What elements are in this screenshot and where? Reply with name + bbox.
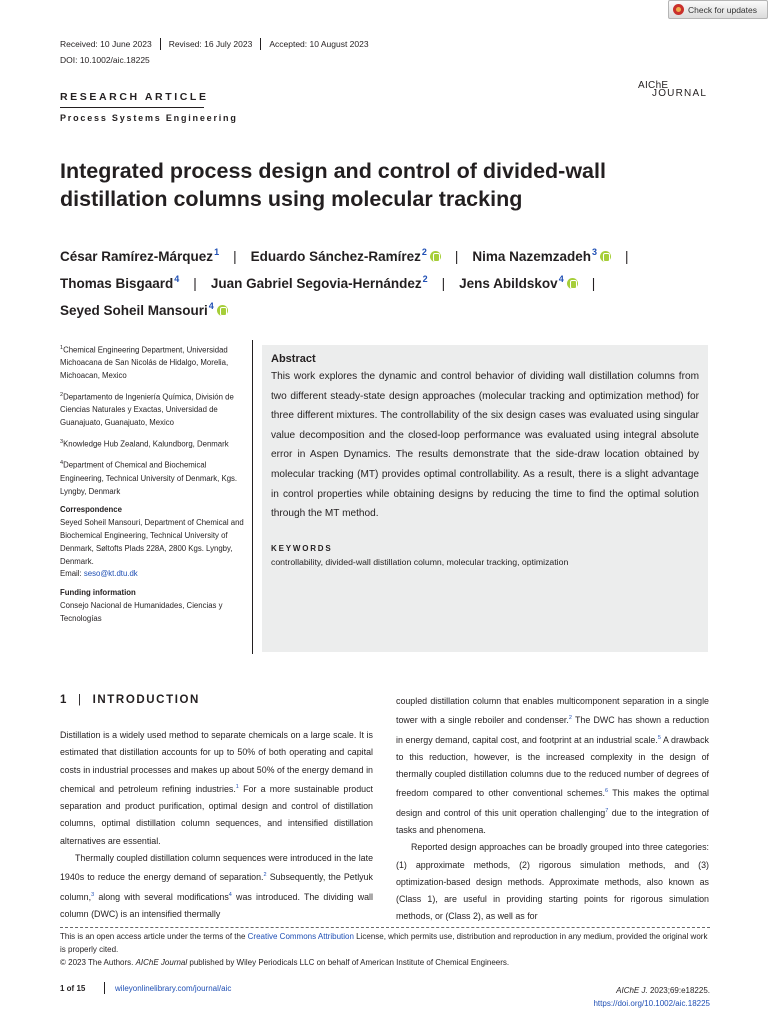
orcid-icon[interactable] (600, 251, 611, 262)
body-paragraph (60, 727, 373, 850)
body-paragraph (60, 850, 373, 923)
text-run: This is an open access article under the terms of the (60, 932, 248, 941)
affiliation-ref[interactable]: 3 (591, 247, 597, 257)
affiliation-number: 2 (60, 391, 64, 398)
author[interactable] (60, 276, 179, 291)
section-separator: | (78, 694, 83, 706)
affiliation-text: Knowledge Hub Zealand, Kalundborg, Denmark (63, 439, 229, 449)
affiliation-text: Departamento de Ingeniería Química, División de Ciencias Naturales y Exactas, Universidad de Guanajuato, Guanajuato, Mexico (60, 392, 234, 428)
author[interactable] (60, 249, 219, 264)
text-run: For a more sustainable product separation and product purification, optimal design and control of distillation columns, optimal distillation column sequences, and intensified distillation alternatives are essential. (60, 783, 373, 846)
orcid-icon[interactable] (217, 305, 228, 316)
affiliation-ref[interactable]: 4 (558, 274, 564, 284)
affiliation-text: Chemical Engineering Department, Universidad Michoacana de San Nicolás de Hidalgo, Morelia, Michoacan, Mexico (60, 345, 229, 381)
author-separator: | (591, 276, 596, 291)
affiliation-number: 1 (60, 345, 64, 351)
author-name: Juan Gabriel Segovia-Hernández (210, 276, 422, 291)
history-dates (60, 38, 369, 50)
accepted-date: Accepted: 10 August 2023 (269, 39, 369, 49)
reference-link[interactable]: 2 (568, 715, 572, 722)
correspondence-text (60, 517, 250, 581)
received-date: Received: 10 June 2023 (60, 39, 152, 49)
license-link[interactable]: Creative Commons Attribution (247, 932, 354, 941)
author-list (60, 241, 710, 322)
author[interactable] (459, 276, 578, 291)
reference-link[interactable]: 7 (605, 807, 609, 814)
license-footnote (60, 930, 710, 969)
text-run: published by Wiley Periodicals LLC on behalf of American Institute of Chemical Engineers. (187, 958, 510, 967)
affiliation (60, 436, 250, 451)
affiliation-number: 4 (60, 460, 64, 467)
text-run: was introduced. The dividing wall column (DWC) is an intensified thermally (60, 891, 374, 919)
affiliation-ref[interactable]: 2 (421, 247, 427, 257)
correspondence-address: Seyed Soheil Mansouri, Department of Chemical and Biochemical Engineering, Technical University of Denmark, Søltofts Plads 228A, 2800 Kgs. Lyngby, Denmark. (60, 518, 244, 566)
abstract-heading: Abstract (271, 353, 316, 365)
journal-site-link[interactable]: wileyonlinelibrary.com/journal/aic (115, 984, 232, 993)
reference-link[interactable]: 4 (228, 891, 232, 898)
reference-link[interactable]: 6 (605, 788, 609, 795)
page-footer (60, 984, 710, 1010)
license-text (60, 930, 710, 956)
abstract-box (262, 345, 708, 652)
logo-line-2: JOURNAL (652, 88, 708, 99)
citation-volume: 2023;69:e18225. (647, 986, 710, 995)
crossmark-icon (673, 4, 684, 15)
divider (104, 982, 105, 994)
author-separator: | (193, 276, 197, 291)
correspondence-heading: Correspondence (60, 505, 122, 515)
abstract-text: This work explores the dynamic and control behavior of dividing wall distillation columns from two different steady-state design approaches (molecular tracking and optimization method) for three different mixtures. The controllability of the six design cases was evaluated using singular value decomposition and the closed-loop performance was evaluated using integral absolute error in Aspen Dynamics. The results demonstrate that the side-draw location obtained by molecular tracking (MT) provides optimal controllability. As a result, there is a slight advantage in control properties while obtaining designs by reducing the time to find the optimal solution through the MT method. (271, 371, 699, 520)
email-link[interactable]: seso@kt.dtu.dk (83, 569, 138, 579)
journal-name: AIChE Journal (135, 958, 188, 967)
article-title: Integrated process design and control of divided-wall distillation columns using molecular tracking (60, 159, 606, 211)
logo-line-1: AIChE (638, 80, 669, 91)
divider (252, 340, 253, 654)
author-separator: | (441, 276, 446, 291)
doi-link[interactable]: https://doi.org/10.1002/aic.18225 (593, 999, 710, 1008)
author-name: Jens Abildskov (459, 276, 558, 291)
text-run: A drawback to this reduction, however, is the increased complexity in the design of thermally coupled distillation columns due to the reduced number of degrees of freedom compared to other conventional schemes. (396, 734, 709, 799)
affiliation-ref[interactable]: 2 (422, 274, 428, 284)
section-heading (60, 694, 200, 706)
body-paragraph (396, 693, 709, 839)
author-separator: | (454, 249, 459, 264)
reference-link[interactable]: 3 (91, 891, 95, 898)
copyright-text (60, 956, 710, 969)
text-run: Subsequently, the Petlyuk column, (60, 872, 373, 902)
divider (60, 107, 204, 108)
affiliation (60, 342, 250, 383)
article-doi: DOI: 10.1002/aic.18225 (60, 55, 150, 65)
divider (60, 927, 710, 928)
section-title: INTRODUCTION (92, 694, 200, 706)
author-separator: | (233, 249, 237, 264)
body-column-left (60, 727, 373, 923)
page-number: 1 of 15 (60, 984, 86, 993)
email-label: Email: (60, 569, 84, 579)
author-name: César Ramírez-Márquez (60, 249, 214, 264)
reference-link[interactable]: 1 (235, 783, 239, 790)
author[interactable] (60, 303, 228, 318)
orcid-icon[interactable] (567, 278, 578, 289)
journal-logo (638, 80, 712, 102)
author[interactable] (472, 249, 611, 264)
author-name: Thomas Bisgaard (60, 276, 174, 291)
funding-text: Consejo Nacional de Humanidades, Ciencias y Tecnologías (60, 600, 223, 623)
author[interactable] (211, 276, 428, 291)
check-for-updates-button[interactable] (668, 0, 768, 19)
check-for-updates-label: Check for updates (688, 4, 757, 15)
keywords-text: controllability, divided-wall distillation column, molecular tracking, optimization (271, 556, 569, 567)
affiliation-text: Department of Chemical and Biochemical Engineering, Technical University of Denmark, Kgs. Lyngby, Denmark (60, 460, 238, 496)
author-name: Nima Nazemzadeh (472, 249, 591, 264)
reference-link[interactable]: 2 (263, 872, 267, 879)
divider (260, 38, 261, 50)
section-number: 1 (60, 694, 68, 706)
article-type: RESEARCH ARTICLE (60, 91, 209, 103)
affiliation-ref[interactable]: 1 (214, 247, 220, 257)
keywords-heading: KEYWORDS (271, 543, 333, 553)
author-name: Seyed Soheil Mansouri (60, 303, 208, 318)
reference-link[interactable]: 5 (657, 734, 661, 741)
affiliation (60, 389, 250, 430)
text-run: License, which permits use, distribution and reproduction in any medium, provided the original work is properly cited. (60, 932, 708, 954)
text-run: Distillation is a widely used method to separate chemicals on a large scale. It is estimated that distillation accounts for up to 50% of both operating and capital costs in industrial processes and makes up about 50% of the energy demand in chemical and petroleum refining industries. (60, 730, 373, 794)
citation (593, 984, 710, 1010)
author[interactable] (251, 249, 441, 264)
author-name: Eduardo Sánchez-Ramírez (250, 249, 421, 264)
text-run: coupled distillation column that enables multicomponent separation in a single tower with a single reboiler and condenser. (396, 696, 709, 726)
revised-date: Revised: 16 July 2023 (168, 39, 253, 49)
citation-journal: AIChE J. (616, 986, 648, 995)
affiliations-column (60, 342, 250, 632)
citation-line (593, 984, 710, 997)
divider (160, 38, 161, 50)
text-run: Thermally coupled distillation column sequences were introduced in the late 1940s to reduce the energy demand of separation. (60, 853, 373, 883)
affiliation-number: 3 (60, 438, 64, 445)
author-separator: | (624, 249, 629, 264)
affiliation (60, 457, 250, 498)
affiliation-ref[interactable]: 4 (174, 274, 180, 284)
text-run: The DWC has shown a reduction in energy demand, capital cost, and footprint at an industrial scale. (396, 715, 710, 745)
affiliation-ref[interactable]: 4 (208, 301, 214, 311)
text-run: © 2023 The Authors. (60, 958, 136, 967)
text-run: due to the integration of tasks and phenomena. (396, 807, 709, 835)
body-column-right (396, 693, 709, 926)
body-paragraph: Reported design approaches can be broadly grouped into three categories: (1) approximate methods, (2) rigorous simulation methods, and (3) optimization-based design methods. Approximate methods, also known as (Class 1), are useful in providing starting points for rigorous simulation methods, or (Class 2), as well as for (396, 842, 709, 922)
article-subject: Process Systems Engineering (60, 113, 238, 123)
funding-heading: Funding information (60, 588, 136, 598)
text-run: This makes the optimal design and control of this unit operation challenging (396, 788, 710, 818)
text-run: along with several modifications (94, 891, 229, 902)
orcid-icon[interactable] (430, 251, 441, 262)
